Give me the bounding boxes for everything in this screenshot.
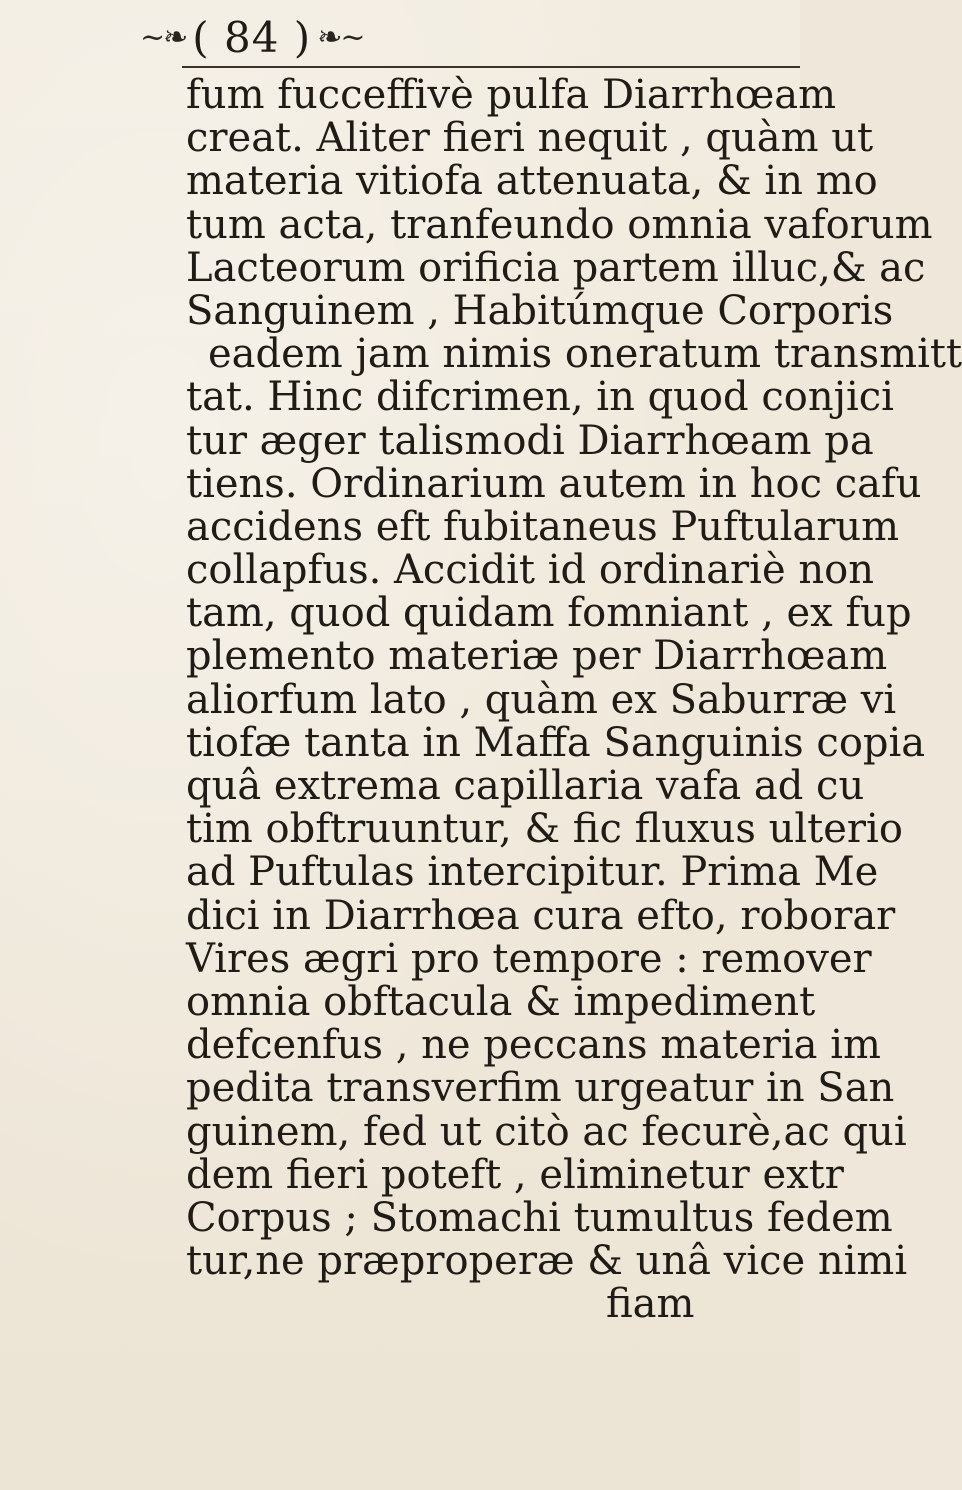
- text-line: omnia obftacula & impediment: [186, 978, 816, 1025]
- text-line: ad Puftulas intercipitur. Prima Me: [186, 849, 879, 896]
- text-line: creat. Aliter fieri nequit , quàm ut: [186, 115, 874, 162]
- text-line: tur æger talismodi Diarrhœam pa: [186, 417, 874, 464]
- text-line: Corpus ; Stomachi tumultus fedem: [186, 1194, 893, 1241]
- text-line: Lacteorum orificia partem illuc,& ac: [186, 244, 926, 291]
- text-line: eadem jam nimis oneratum transmitt: [208, 331, 962, 378]
- text-line: tat. Hinc difcrimen, in quod conjici: [186, 374, 894, 421]
- catchword: fiam: [606, 1281, 695, 1328]
- text-line: tiens. Ordinarium autem in hoc cafu: [186, 460, 922, 507]
- text-line: materia vitiofa attenuata, & in mo: [186, 158, 878, 205]
- text-line: dici in Diarrhœa cura efto, roborar: [186, 892, 896, 939]
- text-line: dem fieri poteft , eliminetur extr: [186, 1151, 844, 1198]
- page-number: ( 84 ): [192, 12, 312, 62]
- header-rule: [182, 66, 800, 68]
- text-line: fum fucceffivè pulfa Diarrhœam: [186, 72, 837, 118]
- ornament-left-icon: ~❧: [140, 19, 187, 55]
- text-line: tiofæ tanta in Maffa Sanguinis copia: [186, 719, 926, 766]
- text-line: collapfus. Accidit id ordinariè non: [186, 547, 874, 594]
- text-line: guinem, fed ut citò ac fecurè,ac qui: [186, 1108, 907, 1155]
- body-text: [186, 72, 962, 1328]
- text-line: aliorfum lato , quàm ex Saburræ vi: [186, 676, 897, 723]
- text-line: quâ extrema capillaria vafa ad cu: [186, 763, 865, 809]
- text-line: defcenfus , ne peccans materia im: [186, 1022, 881, 1069]
- text-line: tim obftruuntur, & fic fluxus ulterio: [186, 806, 903, 853]
- text-line: plemento materiæ per Diarrhœam: [186, 633, 888, 680]
- ornament-right-icon: ❧~: [317, 19, 364, 55]
- text-line: tam, quod quidam fomniant , ex fup: [186, 590, 912, 637]
- text-line: Vires ægri pro tempore : remover: [186, 935, 872, 982]
- text-line: pedita transverfim urgeatur in San: [186, 1065, 895, 1112]
- text-line: tur,ne præproperæ & unâ vice nimi: [186, 1238, 908, 1285]
- text-line: Sanguinem , Habitúmque Corporis: [186, 287, 894, 334]
- text-line: tum acta, tranfeundo omnia vaforum: [186, 201, 933, 248]
- text-line: accidens eft fubitaneus Puftularum: [186, 503, 900, 550]
- page-header: [140, 12, 700, 62]
